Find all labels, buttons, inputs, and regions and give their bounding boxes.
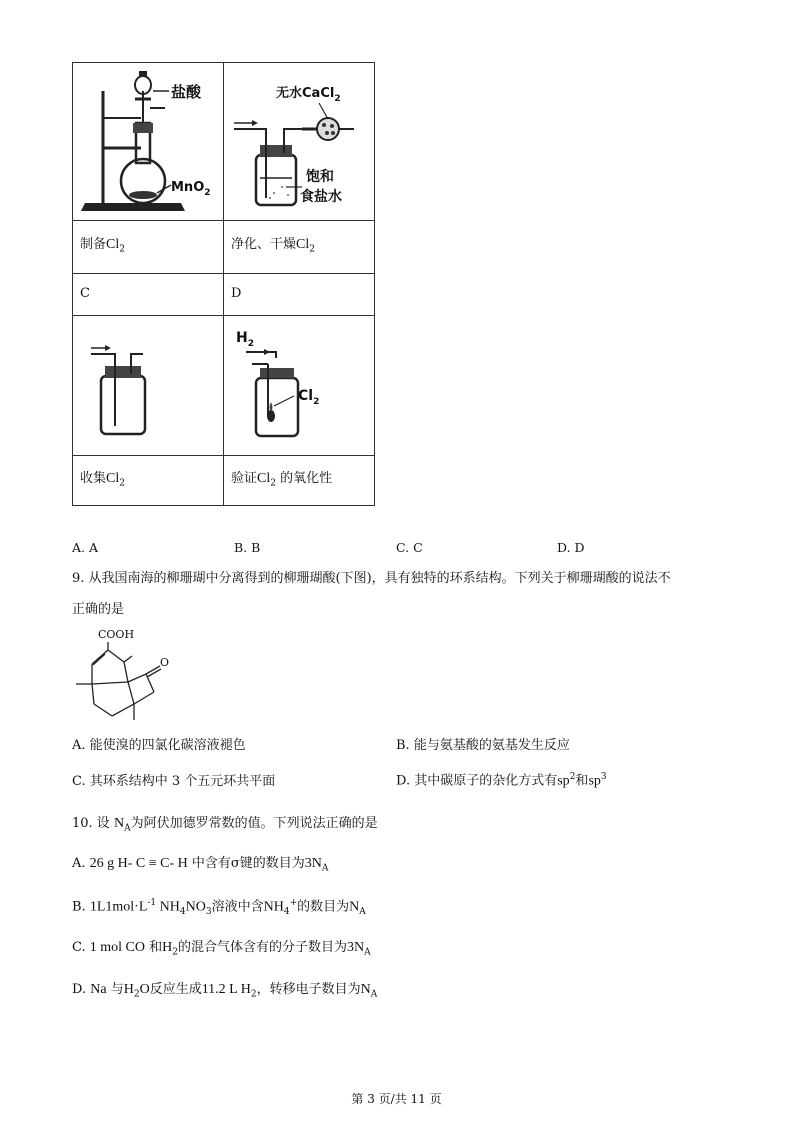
q10-option-c: C. 1 mol CO 和$H_2$的混合气体含有的分子数目为$3N_A$ bbox=[72, 940, 371, 958]
page-footer: 第 3 页/共 11 页 bbox=[351, 1092, 442, 1106]
label-collect: 收集$Cl_2$ bbox=[73, 456, 224, 506]
q8-option-b: B. B bbox=[234, 540, 261, 555]
mno2-label: MnO bbox=[171, 180, 205, 195]
header-c: C bbox=[73, 273, 224, 315]
purify-dry-diagram bbox=[224, 63, 374, 215]
verify-oxidation-diagram bbox=[224, 316, 374, 451]
q10-option-d: D. Na 与$H_2O$反应生成11.2 L $H_2$，转移电子数目为$N_A$ bbox=[72, 982, 378, 1000]
cell-verify-apparatus bbox=[224, 315, 375, 456]
collect-gas-diagram bbox=[73, 316, 223, 451]
apparatus-table bbox=[72, 62, 375, 506]
q8-option-c: C. C bbox=[396, 540, 423, 555]
label-prepare: 制备$Cl_2$ bbox=[73, 220, 224, 273]
q10-option-a: A. 26 g H- C ≡ C- H 中含有σ键的数目为$3N_A$ bbox=[72, 856, 329, 874]
q9-option-d: D. 其中碳原子的杂化方式有$sp^2$和$sp^3$ bbox=[396, 772, 607, 789]
hcl-label: 盐酸 bbox=[171, 83, 202, 101]
svg-text:无水CaCl2: 无水CaCl$_2$ bbox=[276, 86, 341, 104]
q8-option-a: A. A bbox=[72, 540, 99, 555]
cell-purify-apparatus bbox=[224, 63, 375, 221]
q9-stem-line2: 正确的是 bbox=[72, 602, 125, 617]
cl2-label: Cl bbox=[298, 387, 314, 404]
q9-option-b: B. 能与氨基酸的氨基发生反应 bbox=[396, 738, 570, 753]
svg-text:H2: $H_2$ bbox=[236, 329, 254, 349]
cooh-label: COOH bbox=[98, 628, 135, 641]
q9-option-c: C. 其环系结构中 3 个五元环共平面 bbox=[72, 774, 276, 789]
q10-stem: 10. 设 $N_A$为阿伏加德罗常数的值。下列说法正确的是 bbox=[72, 816, 378, 834]
q10-option-b: B. $1L1mol\cdot L^{-1}$ $NH_4NO_3$溶液中含$NH_4^+$的数目为$N_A$ bbox=[72, 898, 366, 917]
oxygen-label: O bbox=[160, 656, 170, 669]
brine-label-1: 饱和 bbox=[306, 169, 334, 185]
cacl2-label: 无水CaCl bbox=[276, 86, 335, 101]
h2-label: H bbox=[236, 329, 248, 346]
q9-option-a: A. 能使溴的四氯化碳溶液褪色 bbox=[72, 738, 246, 753]
header-d: D bbox=[224, 273, 375, 315]
label-verify: 验证$Cl_2$ 的氧化性 bbox=[224, 456, 375, 506]
svg-text:MnO2: MnO$_2$ bbox=[171, 180, 211, 198]
brine-label-2: 食盐水 bbox=[300, 189, 342, 205]
q9-stem-line1: 9. 从我国南海的柳珊瑚中分离得到的柳珊瑚酸(下图)，具有独特的环系结构。下列关于柳珊瑚酸的说法不 bbox=[72, 571, 671, 586]
svg-text:Cl2: $Cl_2$ bbox=[298, 387, 320, 407]
cell-prepare-apparatus bbox=[73, 63, 224, 221]
q8-option-d: D. D bbox=[557, 540, 585, 555]
chlorine-generator-diagram bbox=[73, 63, 223, 215]
cell-collect-apparatus bbox=[73, 315, 224, 456]
molecule-structure bbox=[72, 624, 182, 726]
label-purify: 净化、干燥$Cl_2$ bbox=[224, 220, 375, 273]
